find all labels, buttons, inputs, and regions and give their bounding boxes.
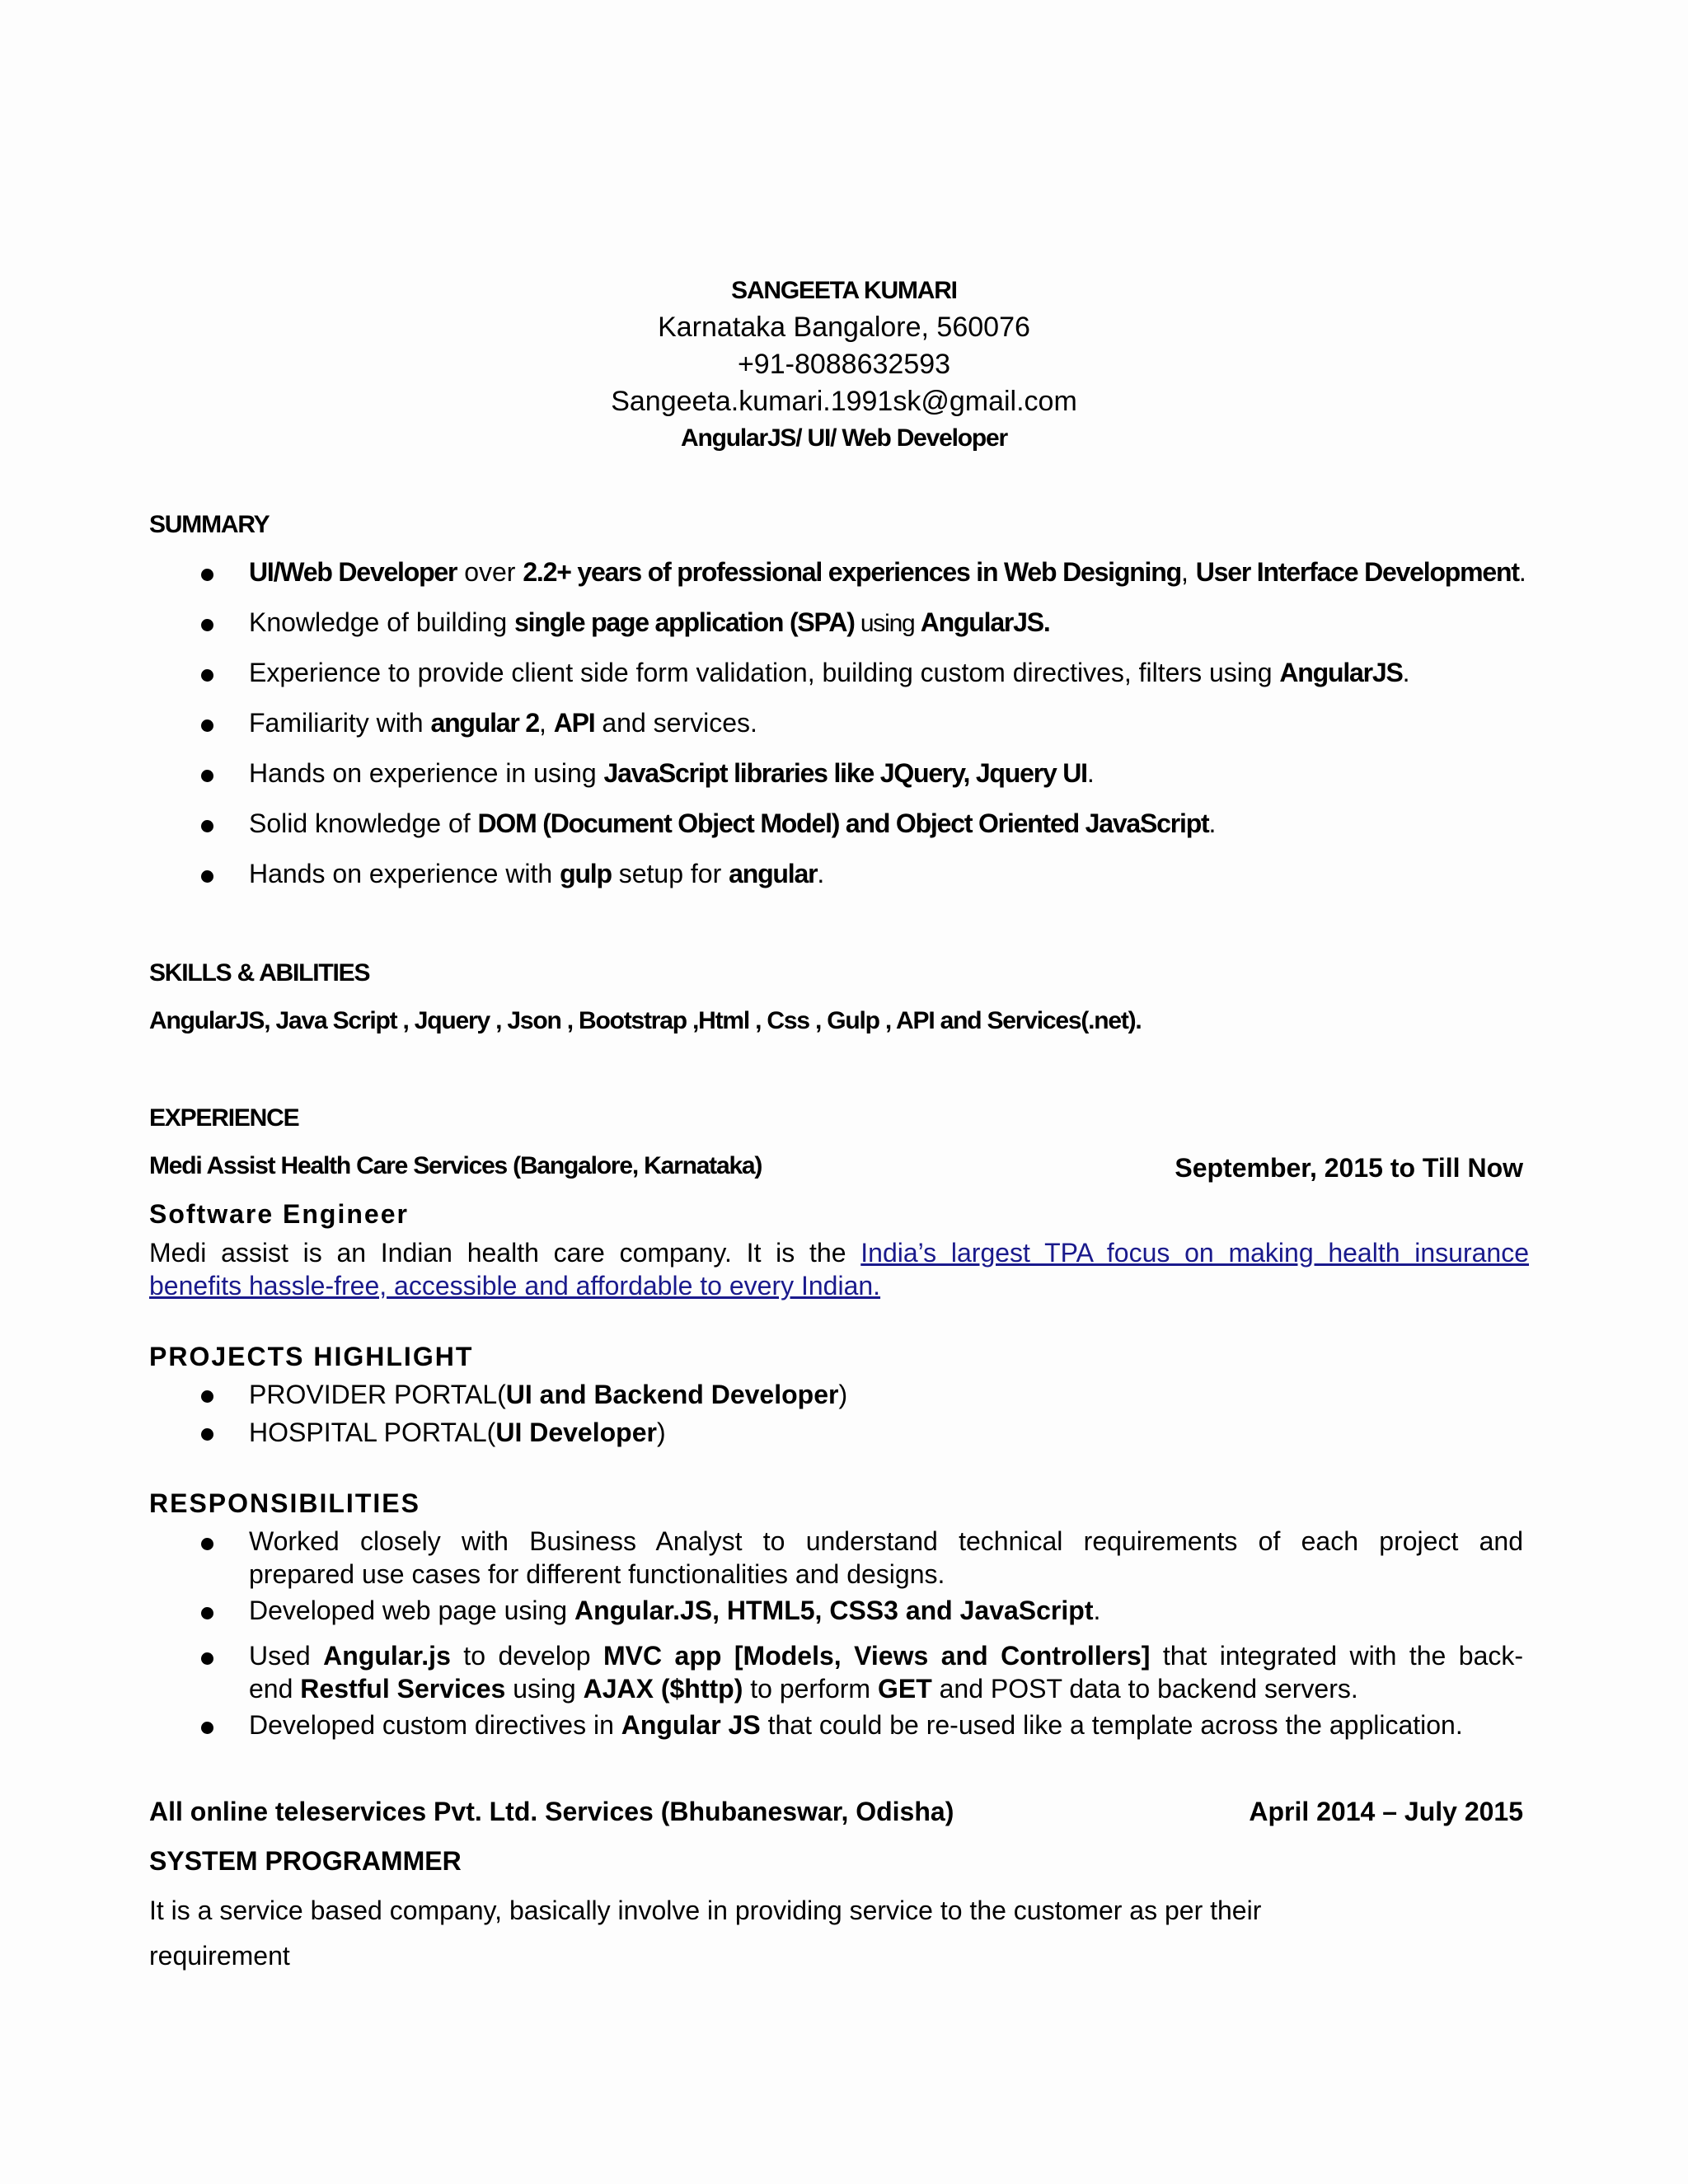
summary-item: Knowledge of building single page application (SPA) using AngularJS. [249,607,1050,637]
company-link[interactable]: benefits hassle-free, accessible and affordable to every Indian. [149,1271,881,1301]
job1-description: Medi assist is an Indian health care company. It is the India’s largest TPA focus on making health insurance [149,1238,1530,1268]
bullet-icon [201,569,213,581]
bullet-icon [201,1428,213,1441]
job2-description-line1: It is a service based company, basically involve in providing service to the customer as per their [149,1896,1262,1925]
bullet-icon [201,1652,213,1665]
address: Karnataka Bangalore, 560076 [658,312,1030,343]
candidate-name: SANGEETA KUMARI [731,277,957,304]
responsibilities-heading: RESPONSIBILITIES [149,1488,420,1518]
experience-heading: EXPERIENCE [149,1104,299,1132]
bullet-icon [201,619,213,631]
skills-heading: SKILLS & ABILITIES [149,959,370,987]
bullet-icon [201,1390,213,1403]
projects-heading: PROJECTS HIGHLIGHT [149,1342,474,1371]
summary-item: Solid knowledge of DOM (Document Object Model) and Object Oriented JavaScript. [249,808,1217,838]
summary-item: Familiarity with angular 2, API and services. [249,708,757,738]
company-link[interactable]: India’s largest TPA focus on making health insurance [860,1238,1530,1268]
email: Sangeeta.kumari.1991sk@gmail.com [611,386,1077,417]
bullet-icon [201,870,213,883]
phone: +91-8088632593 [737,349,951,380]
bullet-icon [201,1607,213,1619]
summary-heading: SUMMARY [149,511,270,538]
responsibility-item: Developed web page using Angular.JS, HTML5, CSS3 and JavaScript. [249,1596,1101,1625]
job1-title: Software Engineer [149,1199,409,1229]
bullet-icon [201,820,213,832]
job-role: AngularJS/ UI/ Web Developer [681,424,1007,452]
skills-list: AngularJS, Java Script , Jquery , Json , Bootstrap ,Html , Css , Gulp , API and Services(.net). [149,1007,1142,1034]
summary-item: UI/Web Developer over 2.2+ years of professional experiences in Web Designing, User Interface Development. [249,557,1526,587]
summary-item: Experience to provide client side form validation, building custom directives, filters using AngularJS. [249,658,1410,687]
summary-item: Hands on experience in using JavaScript libraries like JQuery, Jquery UI. [249,758,1095,788]
job2-title: SYSTEM PROGRAMMER [149,1846,462,1876]
responsibility-item-line: end Restful Services using AJAX ($http) to perform GET and POST data to backend servers. [249,1674,1358,1704]
bullet-icon [201,669,213,682]
job1-company: Medi Assist Health Care Services (Bangalore, Karnataka) [149,1152,762,1179]
bullet-icon [201,1722,213,1734]
bullet-icon [201,719,213,732]
responsibility-item-line: Used Angular.js to develop MVC app [Models, Views and Controllers] that integrated with the back- [249,1641,1524,1671]
responsibility-item: Developed custom directives in Angular JS that could be re-used like a template across the application. [249,1710,1463,1740]
job1-dates: September, 2015 to Till Now [1175,1153,1523,1183]
job2-dates: April 2014 – July 2015 [1249,1797,1523,1826]
responsibility-item-line: Worked closely with Business Analyst to understand technical requirements of each project and [249,1526,1523,1556]
job2-company: All online teleservices Pvt. Ltd. Services (Bhubaneswar, Odisha) [149,1797,954,1826]
bullet-icon [201,770,213,782]
bullet-icon [201,1538,213,1550]
summary-item: Hands on experience with gulp setup for angular. [249,859,825,888]
responsibility-item-line: prepared use cases for different functionalities and designs. [249,1559,945,1589]
job2-description-line2: requirement [149,1941,290,1971]
job1-description-line2 [149,1271,880,1301]
project-item: PROVIDER PORTAL(UI and Backend Developer) [249,1380,848,1409]
project-item: HOSPITAL PORTAL(UI Developer) [249,1418,666,1447]
